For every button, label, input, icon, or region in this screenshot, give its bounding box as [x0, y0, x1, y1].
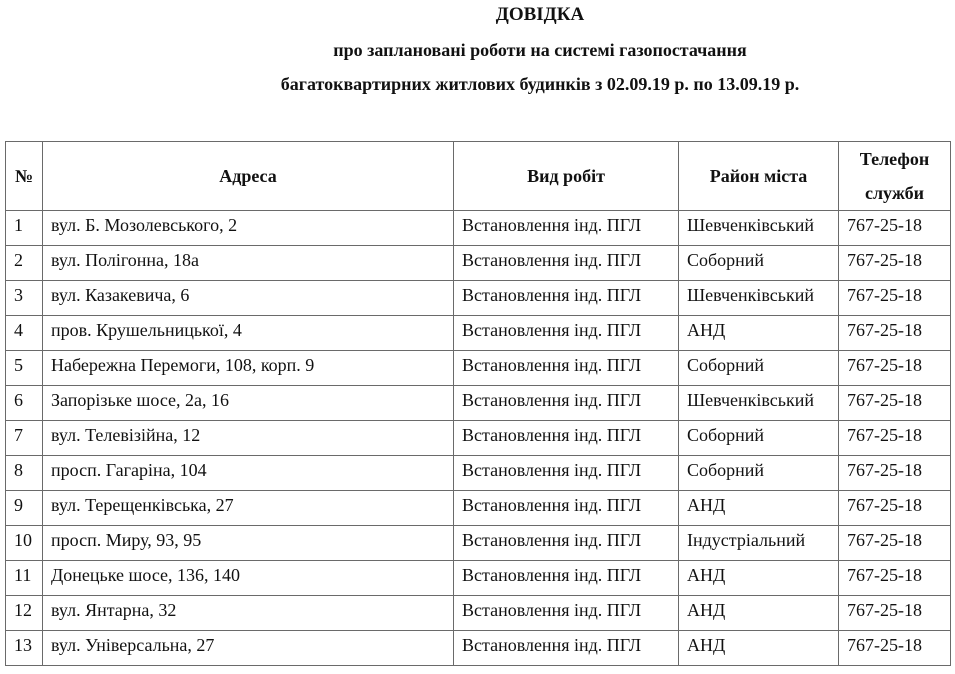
table-row: [6, 456, 951, 491]
cell-address: Набережна Перемоги, 108, корп. 9: [43, 351, 454, 386]
cell-district: АНД: [679, 596, 839, 631]
cell-num: 2: [6, 246, 43, 281]
cell-district: АНД: [679, 631, 839, 666]
cell-address: Запорізьке шосе, 2а, 16: [43, 386, 454, 421]
cell-address: вул. Телевізійна, 12: [43, 421, 454, 456]
cell-work-type: Встановлення інд. ПГЛ: [454, 281, 679, 316]
cell-work-type: Встановлення інд. ПГЛ: [454, 421, 679, 456]
cell-phone: 767-25-18: [839, 386, 951, 421]
cell-phone: 767-25-18: [839, 281, 951, 316]
cell-work-type: Встановлення інд. ПГЛ: [454, 596, 679, 631]
cell-phone: 767-25-18: [839, 351, 951, 386]
cell-num: 1: [6, 211, 43, 246]
cell-phone: 767-25-18: [839, 561, 951, 596]
cell-num: 7: [6, 421, 43, 456]
header-num: №: [6, 142, 43, 211]
table-row: [6, 281, 951, 316]
cell-district: Індустріальний: [679, 526, 839, 561]
document-subtitle-line1: про заплановані роботи на системі газопостачання: [333, 40, 747, 60]
cell-address: вул. Казакевича, 6: [43, 281, 454, 316]
cell-district: Шевченківський: [679, 281, 839, 316]
cell-work-type: Встановлення інд. ПГЛ: [454, 631, 679, 666]
cell-num: 13: [6, 631, 43, 666]
cell-phone: 767-25-18: [839, 526, 951, 561]
cell-district: Соборний: [679, 246, 839, 281]
header-work-type: Вид робіт: [454, 142, 679, 211]
cell-phone: 767-25-18: [839, 456, 951, 491]
cell-district: АНД: [679, 561, 839, 596]
table-header-row: [6, 142, 951, 211]
table-row: [6, 316, 951, 351]
cell-phone: 767-25-18: [839, 491, 951, 526]
header-district: Район міста: [679, 142, 839, 211]
cell-work-type: Встановлення інд. ПГЛ: [454, 211, 679, 246]
cell-phone: 767-25-18: [839, 316, 951, 351]
cell-phone: 767-25-18: [839, 631, 951, 666]
cell-address: вул. Терещенківська, 27: [43, 491, 454, 526]
cell-phone: 767-25-18: [839, 596, 951, 631]
cell-work-type: Встановлення інд. ПГЛ: [454, 386, 679, 421]
cell-address: вул. Б. Мозолевського, 2: [43, 211, 454, 246]
cell-work-type: Встановлення інд. ПГЛ: [454, 316, 679, 351]
cell-address: просп. Миру, 93, 95: [43, 526, 454, 561]
cell-num: 5: [6, 351, 43, 386]
table-row: [6, 561, 951, 596]
table-row: [6, 491, 951, 526]
table-row: [6, 596, 951, 631]
cell-address: Донецьке шосе, 136, 140: [43, 561, 454, 596]
header-phone-line2: служби: [864, 183, 925, 203]
cell-district: Соборний: [679, 351, 839, 386]
cell-phone: 767-25-18: [839, 421, 951, 456]
cell-work-type: Встановлення інд. ПГЛ: [454, 351, 679, 386]
table-row: [6, 211, 951, 246]
cell-num: 9: [6, 491, 43, 526]
header-address: Адреса: [43, 142, 454, 211]
gas-works-table: [5, 141, 951, 666]
cell-address: вул. Універсальна, 27: [43, 631, 454, 666]
header-phone-line1: Телефон: [859, 149, 930, 169]
table-row: [6, 246, 951, 281]
cell-district: Соборний: [679, 421, 839, 456]
cell-district: Соборний: [679, 456, 839, 491]
cell-district: АНД: [679, 316, 839, 351]
cell-work-type: Встановлення інд. ПГЛ: [454, 561, 679, 596]
cell-address: просп. Гагаріна, 104: [43, 456, 454, 491]
table-row: [6, 421, 951, 456]
table-row: [6, 631, 951, 666]
cell-work-type: Встановлення інд. ПГЛ: [454, 456, 679, 491]
cell-district: Шевченківський: [679, 386, 839, 421]
cell-address: вул. Полігонна, 18а: [43, 246, 454, 281]
cell-num: 3: [6, 281, 43, 316]
table-row: [6, 526, 951, 561]
cell-phone: 767-25-18: [839, 211, 951, 246]
cell-num: 6: [6, 386, 43, 421]
cell-work-type: Встановлення інд. ПГЛ: [454, 246, 679, 281]
cell-num: 12: [6, 596, 43, 631]
table-row: [6, 386, 951, 421]
cell-district: Шевченківський: [679, 211, 839, 246]
cell-num: 4: [6, 316, 43, 351]
cell-work-type: Встановлення інд. ПГЛ: [454, 491, 679, 526]
document-subtitle-line2: багатоквартирних житлових будинків з 02.09.19 р. по 13.09.19 р.: [280, 74, 800, 94]
table-row: [6, 351, 951, 386]
cell-num: 11: [6, 561, 43, 596]
cell-address: пров. Крушельницької, 4: [43, 316, 454, 351]
cell-num: 8: [6, 456, 43, 491]
cell-phone: 767-25-18: [839, 246, 951, 281]
cell-district: АНД: [679, 491, 839, 526]
document-title: ДОВІДКА: [495, 4, 585, 25]
cell-work-type: Встановлення інд. ПГЛ: [454, 526, 679, 561]
header-phone: [839, 142, 951, 211]
cell-address: вул. Янтарна, 32: [43, 596, 454, 631]
cell-num: 10: [6, 526, 43, 561]
